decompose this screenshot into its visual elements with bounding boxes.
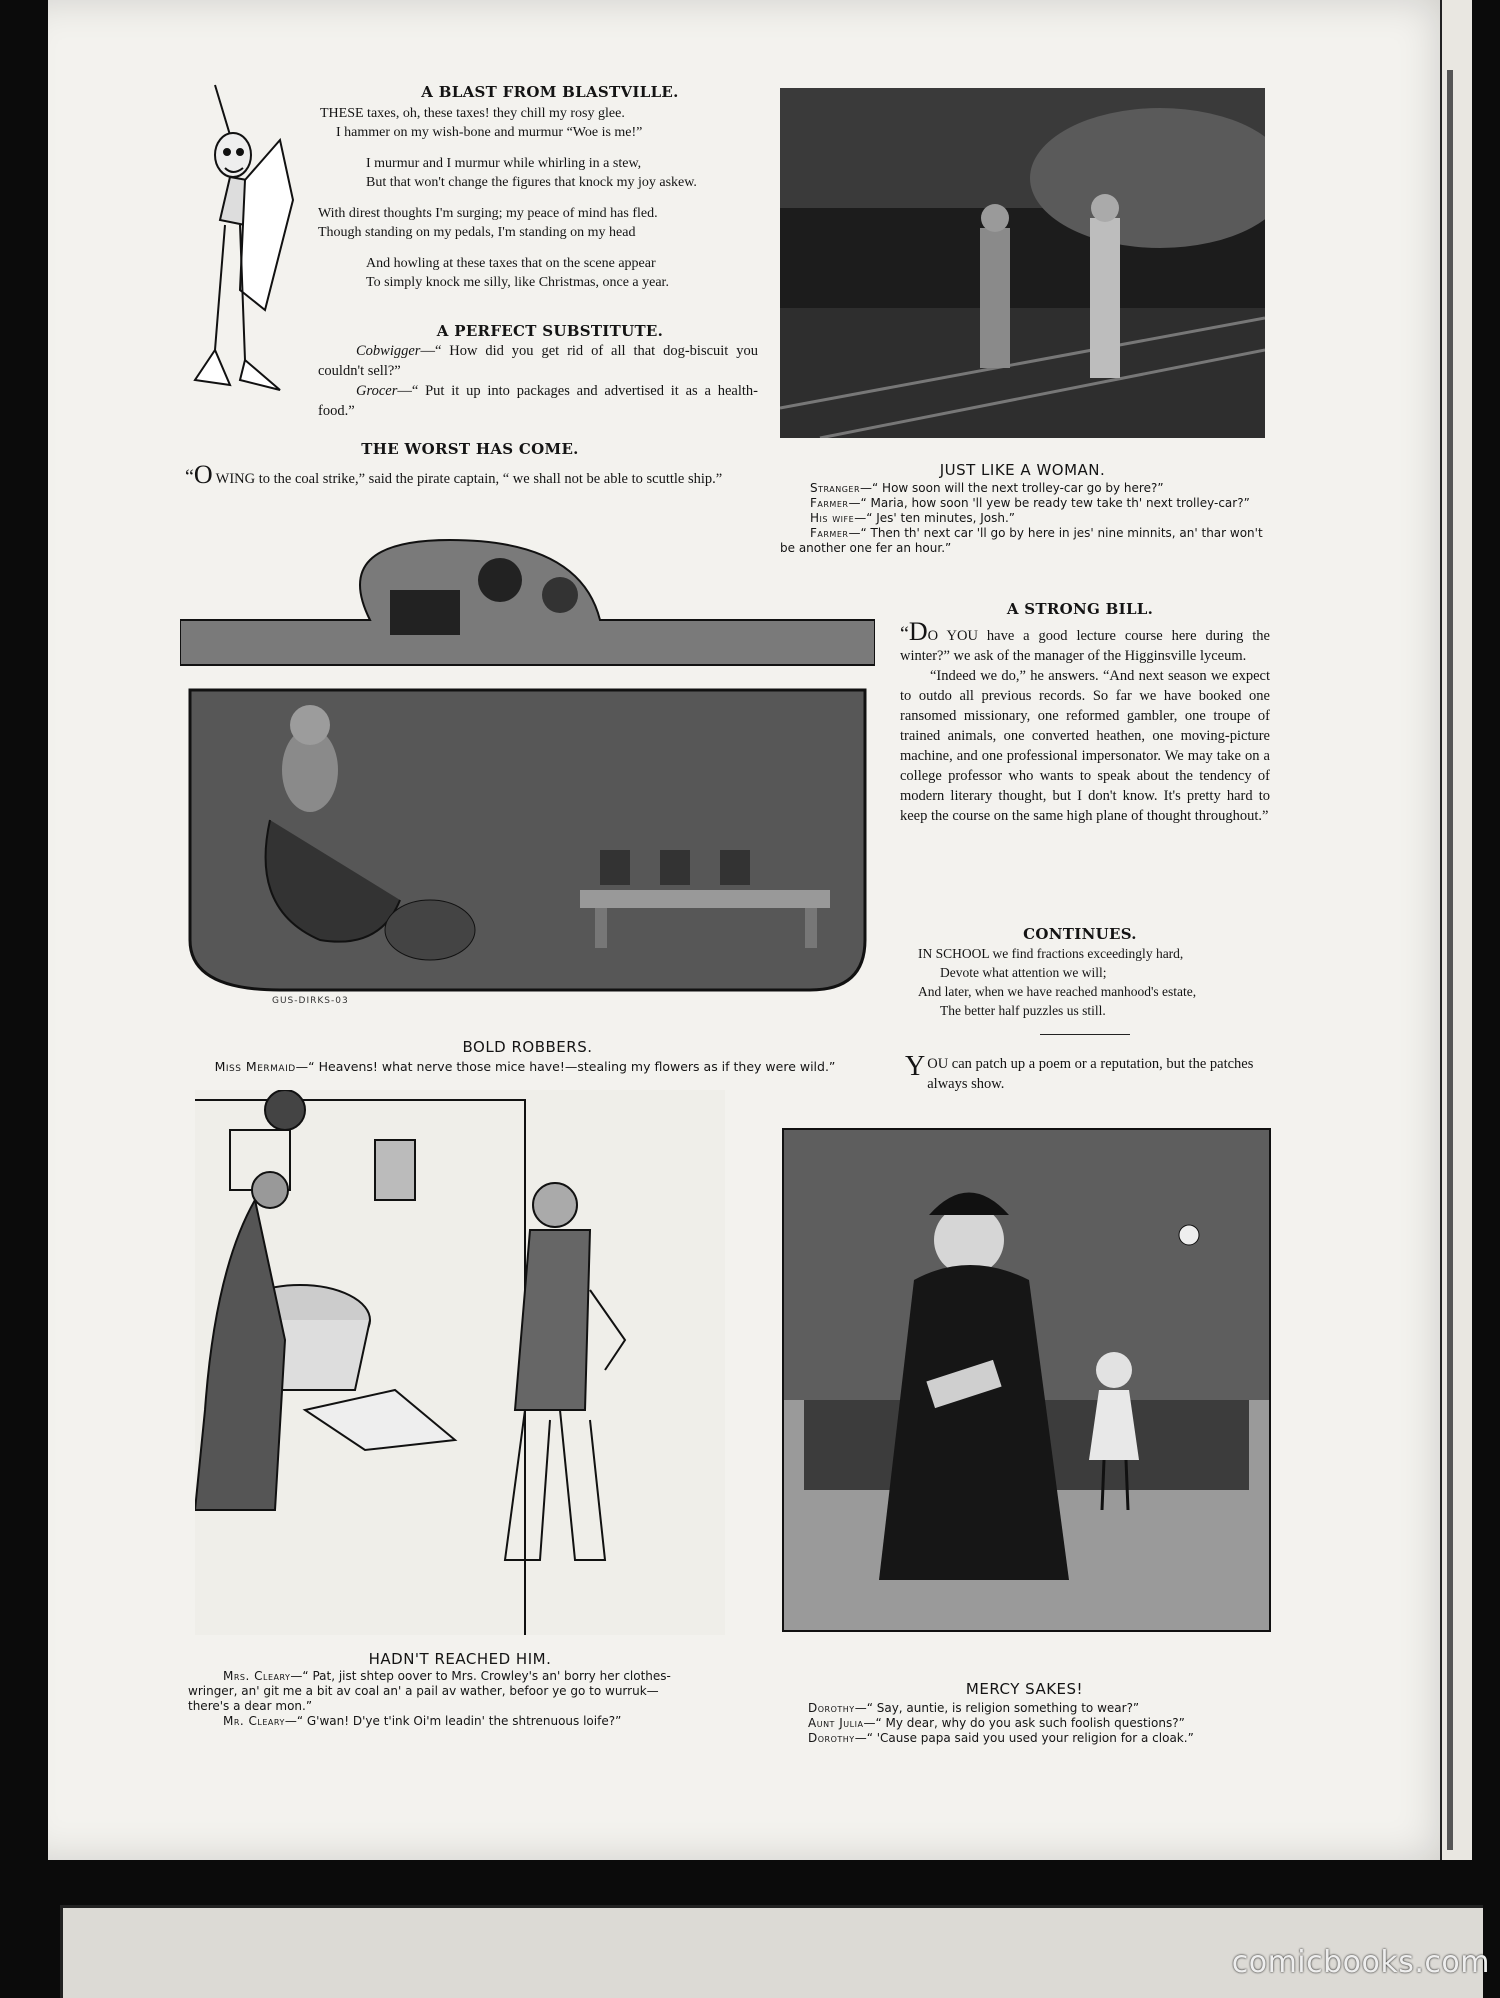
mercy-title: MERCY SAKES! bbox=[965, 1680, 1084, 1698]
poem-line: To simply knock me silly, like Christmas, once a year. bbox=[366, 275, 669, 290]
dialogue-line bbox=[780, 481, 1270, 496]
speaker-line: —“ Maria, how soon 'll yew be ready tew take th' next trolley-car?” bbox=[848, 496, 1250, 510]
substitute-title: A PERFECT SUBSTITUTE. bbox=[436, 322, 664, 340]
speaker: Mr. Cleary bbox=[223, 1714, 285, 1728]
tax-man-cartoon bbox=[185, 80, 295, 430]
speaker-line: —“ 'Cause papa said you used your religion for a cloak.” bbox=[854, 1731, 1194, 1745]
strong-title: A STRONG BILL. bbox=[1006, 600, 1154, 618]
speaker-line: —“ Say, auntie, is religion something to wear?” bbox=[854, 1701, 1140, 1715]
substitute-para-1 bbox=[318, 341, 758, 381]
speaker: Dorothy bbox=[808, 1701, 855, 1715]
dialogue-line bbox=[808, 1731, 1278, 1746]
poem-line: And later, when we have reached manhood's estate, bbox=[918, 984, 1197, 999]
speaker: Mrs. Cleary bbox=[223, 1669, 291, 1683]
hadnt-title: HADN'T REACHED HIM. bbox=[368, 1650, 552, 1668]
mercy-dialogue bbox=[808, 1701, 1278, 1746]
mermaid-cartoon bbox=[180, 520, 875, 1030]
poem-line: THESE taxes, oh, these taxes! they chill my rosy glee. bbox=[320, 106, 625, 121]
speaker: Miss Mermaid bbox=[214, 1059, 296, 1074]
patch-body: OU can patch up a poem or a reputation, but the patches always show. bbox=[927, 1056, 1254, 1092]
continues-poem bbox=[918, 944, 1278, 1020]
worst-title: THE WORST HAS COME. bbox=[361, 440, 579, 458]
speaker-line: —“ G'wan! D'ye t'ink Oi'm leadin' the shtrenuous loife?” bbox=[284, 1714, 622, 1728]
strong-para-1 bbox=[900, 617, 1270, 666]
speaker: Dorothy bbox=[808, 1731, 855, 1745]
continues-title: CONTINUES. bbox=[1023, 925, 1137, 943]
poem-line: And howling at these taxes that on the scene appear bbox=[366, 256, 656, 271]
washtub-cartoon bbox=[195, 1090, 725, 1635]
speaker: Aunt Julia bbox=[808, 1716, 864, 1730]
speaker-line: —“ How soon will the next trolley-car go by here?” bbox=[860, 481, 1164, 495]
substitute-text bbox=[318, 341, 758, 421]
patch-text bbox=[905, 1051, 1275, 1094]
dialogue-line bbox=[188, 1669, 678, 1714]
binding-spine bbox=[1447, 70, 1453, 1850]
dialogue-line bbox=[780, 496, 1270, 511]
speaker-line: —“ Heavens! what nerve those mice have!—stealing my flowers as if they were wild.” bbox=[295, 1059, 836, 1074]
artist-signature: GUS-DIRKS-03 bbox=[272, 996, 349, 1006]
dropcap: D bbox=[908, 617, 928, 646]
blast-poem bbox=[318, 104, 758, 292]
page-edge-strip bbox=[1440, 0, 1472, 1860]
substitute-para-2 bbox=[318, 381, 758, 421]
strong-para-2: “Indeed we do,” he answers. “And next season we expect to outdo all previous records. So far we have booked one ransomed missionary, one reformed gambler, one troupe of trained animals, one converted heathen, one moving-picture machine, and one professional impersonator. We may take on a college professor who wants to speak about the tendency of modern literary thought, but I don't know. It's pretty hard to keep the course on the same high plane of thought throughout.” bbox=[900, 668, 1270, 824]
dialogue-line bbox=[188, 1714, 678, 1729]
railroad-scene bbox=[780, 88, 1265, 438]
poem-line: Devote what attention we will; bbox=[940, 965, 1107, 980]
dialogue-line bbox=[808, 1716, 1278, 1731]
robbers-title: BOLD ROBBERS. bbox=[462, 1038, 593, 1056]
open-quote: “ bbox=[185, 466, 194, 488]
poem-line: I murmur and I murmur while whirling in a stew, bbox=[366, 156, 642, 171]
speaker-line: —“ Pat, jist shtep oover to Mrs. Crowley's an' borry her clothes-wringer, an' git me a bit av coal an' a pail av wather, befoor ye go to wurruk—there's a dear mon.” bbox=[188, 1669, 671, 1713]
mermaid-scene bbox=[180, 520, 875, 1030]
poem-line: IN SCHOOL we find fractions exceedingly hard, bbox=[918, 946, 1184, 961]
speaker-line: —“ Then th' next car 'll go by here in jes' nine minnits, an' thar won't be another one fer an hour.” bbox=[780, 526, 1263, 555]
speaker-line: —“ How did you get rid of all that dog-biscuit you couldn't sell?” bbox=[318, 343, 758, 379]
poem-line: With direst thoughts I'm surging; my peace of mind has fled. bbox=[318, 206, 658, 221]
robbers-caption bbox=[165, 1059, 885, 1074]
open-quote: “ bbox=[900, 623, 909, 645]
worst-body: WING to the coal strike,” said the pirate captain, “ we shall not be able to scuttle ship.” bbox=[215, 471, 723, 487]
speaker: Cobwigger bbox=[356, 343, 421, 359]
speaker: Farmer bbox=[810, 526, 849, 540]
strong-text bbox=[900, 617, 1270, 826]
divider bbox=[1040, 1034, 1130, 1035]
speaker-line: —“ Put it up into packages and advertised it as a health-food.” bbox=[318, 383, 758, 419]
poem-line: But that won't change the figures that knock my joy askew. bbox=[366, 175, 697, 190]
speaker-line: —“ My dear, why do you ask such foolish questions?” bbox=[863, 1716, 1185, 1730]
dropcap: O bbox=[193, 460, 213, 489]
railroad-photo bbox=[780, 88, 1265, 438]
waiting-room-scene bbox=[784, 1130, 1269, 1630]
poem-line: The better half puzzles us still. bbox=[940, 1003, 1106, 1018]
blast-title: A BLAST FROM BLASTVILLE. bbox=[421, 83, 679, 101]
poem-line: I hammer on my wish-bone and murmur “Woe is me!” bbox=[336, 125, 643, 140]
speaker: Stranger bbox=[810, 481, 861, 495]
hadnt-dialogue bbox=[188, 1669, 678, 1729]
woman-title: JUST LIKE A WOMAN. bbox=[939, 461, 1106, 479]
site-watermark: comicbooks.com bbox=[1231, 1945, 1490, 1980]
speaker-line: —“ Jes' ten minutes, Josh.” bbox=[854, 511, 1016, 525]
speaker: His wife bbox=[810, 511, 855, 525]
speaker: Grocer bbox=[356, 383, 398, 399]
speaker: Farmer bbox=[810, 496, 849, 510]
auntie-cartoon bbox=[782, 1128, 1271, 1632]
strong-body-1: O YOU have a good lecture course here during the winter?” we ask of the manager of the Higginsville lyceum. bbox=[900, 628, 1270, 664]
poem-line: Though standing on my pedals, I'm standing on my head bbox=[318, 225, 636, 240]
kitchen-scene bbox=[195, 1090, 725, 1635]
worst-text bbox=[185, 462, 760, 489]
dropcap: Y bbox=[905, 1051, 926, 1082]
dialogue-line bbox=[808, 1701, 1278, 1716]
